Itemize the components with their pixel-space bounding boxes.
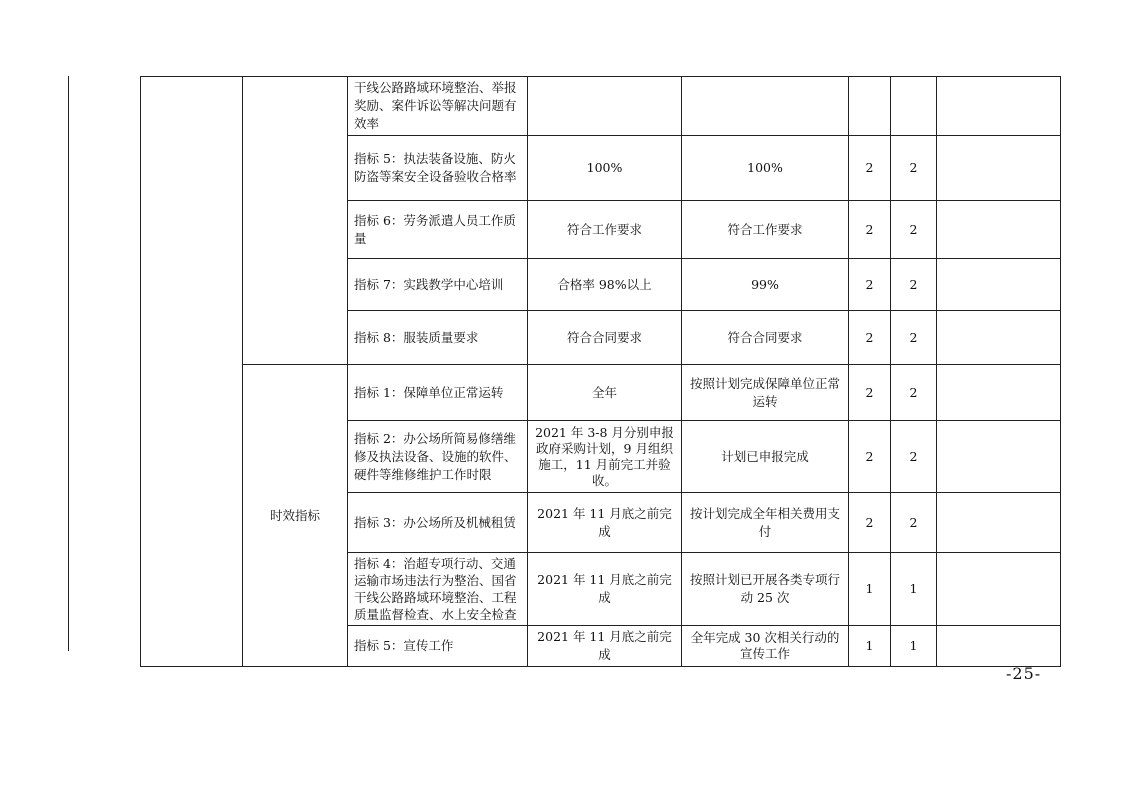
indicator-cell: 干线公路路域环境整治、举报奖励、案件诉讼等解决问题有效率 (348, 77, 528, 136)
note-cell (937, 553, 1061, 626)
note-cell (937, 421, 1061, 493)
weight-cell (849, 77, 891, 136)
actual-cell: 计划已申报完成 (682, 421, 849, 493)
weight-cell: 2 (849, 311, 891, 365)
score-cell: 2 (891, 311, 937, 365)
performance-table (140, 76, 1061, 667)
note-cell (937, 77, 1061, 136)
score-cell: 2 (891, 421, 937, 493)
target-cell: 符合合同要求 (528, 311, 682, 365)
indicator-cell: 指标 2：办公场所简易修缮维修及执法设备、设施的软件、硬件等维修维护工作时限 (348, 421, 528, 493)
target-cell: 2021 年 3-8 月分别申报政府采购计划，9 月组织施工，11 月前完工并验收。 (528, 421, 682, 493)
score-cell: 2 (891, 365, 937, 421)
weight-cell: 2 (849, 259, 891, 311)
level1-cell (141, 77, 243, 667)
indicator-cell: 指标 7：实践教学中心培训 (348, 259, 528, 311)
note-cell (937, 201, 1061, 259)
actual-cell: 100% (682, 136, 849, 201)
actual-cell: 按照计划完成保障单位正常运转 (682, 365, 849, 421)
indicator-cell: 指标 4：治超专项行动、交通运输市场违法行为整治、国省干线公路路域环境整治、工程质量监督检查、水上安全检查 (348, 553, 528, 626)
weight-cell: 2 (849, 421, 891, 493)
actual-cell: 99% (682, 259, 849, 311)
target-cell: 2021 年 11 月底之前完成 (528, 553, 682, 626)
score-cell: 2 (891, 259, 937, 311)
actual-cell: 按计划完成全年相关费用支付 (682, 493, 849, 553)
indicator-cell: 指标 3：办公场所及机械租赁 (348, 493, 528, 553)
note-cell (937, 626, 1061, 667)
note-cell (937, 259, 1061, 311)
weight-cell: 2 (849, 201, 891, 259)
weight-cell: 2 (849, 493, 891, 553)
indicator-cell: 指标 1：保障单位正常运转 (348, 365, 528, 421)
category-timeliness: 时效指标 (243, 365, 348, 667)
indicator-cell: 指标 6：劳务派遣人员工作质量 (348, 201, 528, 259)
weight-cell: 1 (849, 553, 891, 626)
indicator-cell: 指标 8：服装质量要求 (348, 311, 528, 365)
score-cell: 1 (891, 626, 937, 667)
target-cell: 全年 (528, 365, 682, 421)
score-cell: 2 (891, 201, 937, 259)
target-cell: 100% (528, 136, 682, 201)
note-cell (937, 136, 1061, 201)
note-cell (937, 493, 1061, 553)
weight-cell: 2 (849, 365, 891, 421)
note-cell (937, 365, 1061, 421)
target-cell: 符合工作要求 (528, 201, 682, 259)
target-cell: 2021 年 11 月底之前完成 (528, 493, 682, 553)
actual-cell: 符合合同要求 (682, 311, 849, 365)
score-cell: 2 (891, 136, 937, 201)
note-cell (937, 311, 1061, 365)
score-cell (891, 77, 937, 136)
actual-cell (682, 77, 849, 136)
score-cell: 2 (891, 493, 937, 553)
actual-cell: 符合工作要求 (682, 201, 849, 259)
target-cell (528, 77, 682, 136)
table-row (141, 77, 1061, 136)
score-cell: 1 (891, 553, 937, 626)
actual-cell: 全年完成 30 次相关行动的宣传工作 (682, 626, 849, 667)
target-cell: 2021 年 11 月底之前完成 (528, 626, 682, 667)
table-row (141, 365, 1061, 421)
target-cell: 合格率 98%以上 (528, 259, 682, 311)
margin-rule-left (68, 76, 69, 651)
weight-cell: 1 (849, 626, 891, 667)
level2-cell (243, 77, 348, 365)
weight-cell: 2 (849, 136, 891, 201)
page-number: -25- (1006, 664, 1042, 683)
actual-cell: 按照计划已开展各类专项行动 25 次 (682, 553, 849, 626)
indicator-cell: 指标 5：执法装备设施、防火防盗等案安全设备验收合格率 (348, 136, 528, 201)
indicator-cell: 指标 5：宣传工作 (348, 626, 528, 667)
